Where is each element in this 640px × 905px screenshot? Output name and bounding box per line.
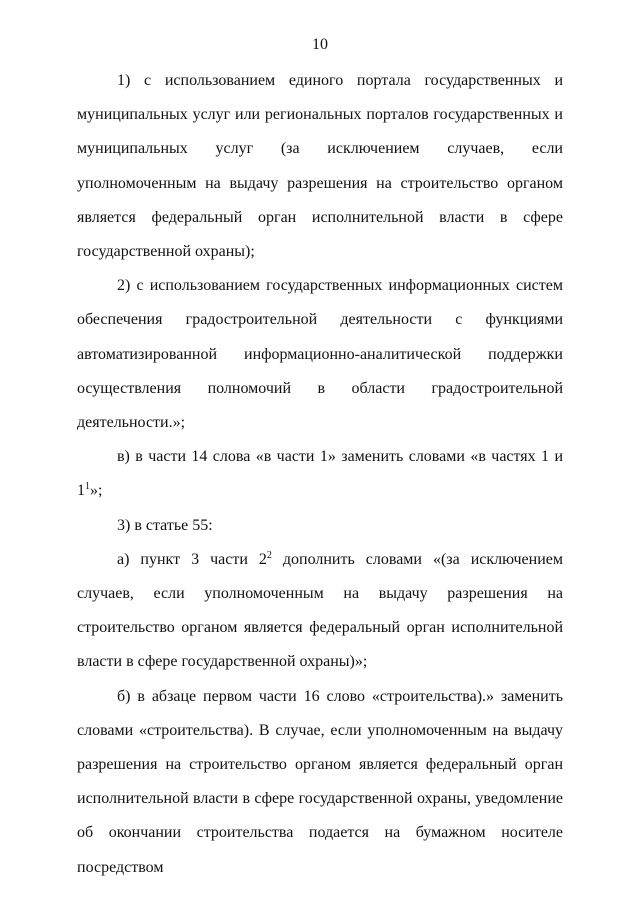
- paragraph-3-tail: »;: [90, 482, 103, 500]
- paragraph-3-text: в) в части 14 слова «в части 1» заменить словами «в частях 1 и 1: [77, 448, 563, 500]
- document-body: [77, 64, 563, 885]
- paragraph-4: 3) в статье 55:: [117, 516, 213, 534]
- paragraph-5: [77, 543, 563, 680]
- paragraph-1: 1) с использованием единого портала государственных и муниципальных услуг или региональных порталов государственных и муниципальных услуг (за исключением случаев, если уполномоченным на выдачу разрешения на строительство органом является федеральный орган исполнительной власти в сфере государственной охраны);: [77, 72, 563, 261]
- paragraph-5-tail: дополнить словами «(за исключением случаев, если уполномоченным на выдачу разрешения на строительство органом является федеральный орган исполнительной власти в сфере государственной охраны)»;: [77, 550, 563, 671]
- paragraph-3: [77, 440, 563, 508]
- superscript: 2: [266, 549, 272, 561]
- paragraph-2: 2) с использованием государственных информационных систем обеспечения градостроительной деятельности с функциями автоматизированной информационно-аналитической поддержки осуществления полномочий в области градостроительной деятельности.»;: [77, 277, 563, 432]
- superscript: 1: [85, 481, 90, 493]
- page-number: 10: [312, 36, 328, 53]
- paragraph-5-text: а) пункт 3 части 2: [117, 550, 267, 568]
- paragraph-6: б) в абзаце первом части 16 слово «строительства).» заменить словами «строительства). В случае, если уполномоченным на выдачу разрешения на строительство органом является федеральный орган исполнительной власти в сфере государственной охраны, уведомление об окончании строительства подается на бумажном носителе посредством: [77, 687, 563, 876]
